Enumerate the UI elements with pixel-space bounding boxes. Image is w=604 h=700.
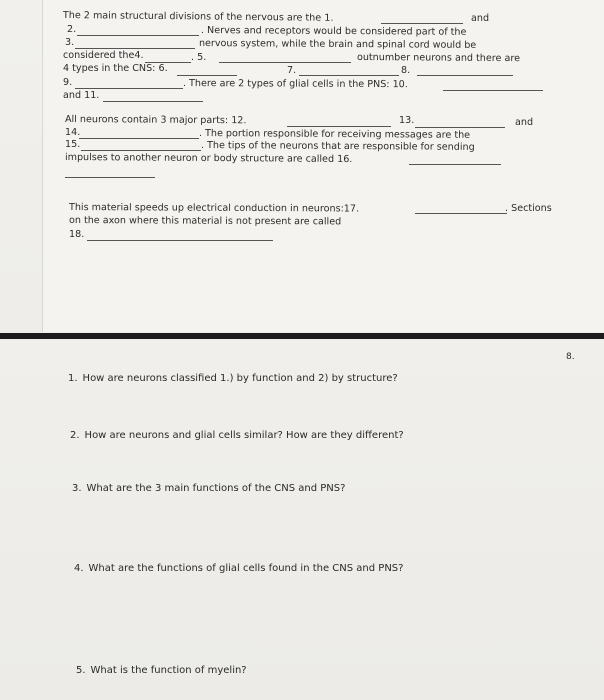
fill-in-text: 4 types in the CNS: 6. xyxy=(63,63,168,74)
fill-in-text: and xyxy=(471,13,490,24)
answer-blank-12[interactable] xyxy=(287,126,391,127)
fill-in-text: impulses to another neuron or body structure are called 16. xyxy=(64,152,353,166)
answer-blank-1[interactable] xyxy=(381,23,463,24)
fill-in-text: . The portion responsible for receiving messages are the xyxy=(198,128,471,141)
fill-in-text: . 5. xyxy=(191,52,207,63)
question-item xyxy=(68,373,398,385)
answer-blank-11[interactable] xyxy=(103,101,203,102)
fill-in-text: 15. xyxy=(65,139,81,150)
fill-in-text: 2. xyxy=(67,24,77,35)
question-item xyxy=(70,430,404,442)
answer-blank-5[interactable] xyxy=(219,62,351,63)
answer-blank-7[interactable] xyxy=(299,75,399,76)
answer-blank-17[interactable] xyxy=(415,213,507,214)
fill-in-text: 8. xyxy=(401,65,411,76)
question-text: What are the functions of glial cells found in the CNS and PNS? xyxy=(88,563,404,574)
fill-in-text: 14. xyxy=(65,127,81,138)
question-text: How are neurons and glial cells similar? How are they different? xyxy=(84,430,404,441)
answer-blank-16-continued[interactable] xyxy=(65,177,155,178)
fill-in-text: 9. xyxy=(63,77,73,88)
question-text: What is the function of myelin? xyxy=(90,665,247,676)
fill-in-text: and xyxy=(515,117,534,128)
fill-in-text: . There are 2 types of glial cells in the PNS: 10. xyxy=(182,78,408,91)
question-item xyxy=(76,665,247,677)
fill-in-text: and 11. xyxy=(63,90,100,101)
fill-in-text: on the axon where this material is not present are called xyxy=(68,215,342,228)
fill-in-text: The 2 main structural divisions of the nervous are the 1. xyxy=(62,10,334,24)
answer-blank-9[interactable] xyxy=(75,88,183,89)
fill-in-text: 7. xyxy=(287,65,297,76)
fill-in-text: 3. xyxy=(65,37,75,48)
answer-blank-3[interactable] xyxy=(75,48,195,49)
answer-blank-14[interactable] xyxy=(79,138,199,139)
fill-in-text: 13. xyxy=(399,115,415,126)
fill-in-text: This material speeds up electrical conduction in neurons:17. xyxy=(68,202,360,215)
fill-in-text: All neurons contain 3 major parts: 12. xyxy=(64,114,247,127)
answer-blank-10[interactable] xyxy=(443,90,543,91)
answer-blank-13[interactable] xyxy=(415,127,505,128)
question-number: 4. xyxy=(74,563,84,574)
fill-in-text: 18. xyxy=(69,229,85,240)
question-number: 3. xyxy=(72,483,82,494)
worksheet-top-page xyxy=(42,0,604,332)
fill-in-text: . The tips of the neurons that are responsible for sending xyxy=(200,140,475,153)
fill-in-text: outnumber neurons and there are xyxy=(356,52,521,65)
question-number: 2. xyxy=(70,430,80,441)
fill-in-text: . Nerves and receptors would be considered part of the xyxy=(200,25,467,38)
answer-blank-6[interactable] xyxy=(177,75,237,76)
answer-blank-18[interactable] xyxy=(87,240,273,241)
fill-in-text: . Sections xyxy=(505,203,552,214)
fill-in-text: considered the4. xyxy=(63,50,144,61)
question-text: How are neurons classified 1.) by function and 2) by structure? xyxy=(82,373,398,384)
answer-blank-8[interactable] xyxy=(417,75,513,76)
worksheet-bottom-page xyxy=(0,339,604,700)
fill-in-text: nervous system, while the brain and spinal cord would be xyxy=(198,38,477,51)
answer-blank-2[interactable] xyxy=(77,35,199,36)
question-text: What are the 3 main functions of the CNS and PNS? xyxy=(86,483,346,494)
question-item xyxy=(72,483,345,495)
answer-blank-15[interactable] xyxy=(81,150,201,151)
question-number: 1. xyxy=(68,373,78,384)
answer-blank-16[interactable] xyxy=(409,164,501,165)
page-number: 8. xyxy=(566,352,575,362)
question-item xyxy=(74,563,403,575)
question-number: 5. xyxy=(76,665,86,676)
